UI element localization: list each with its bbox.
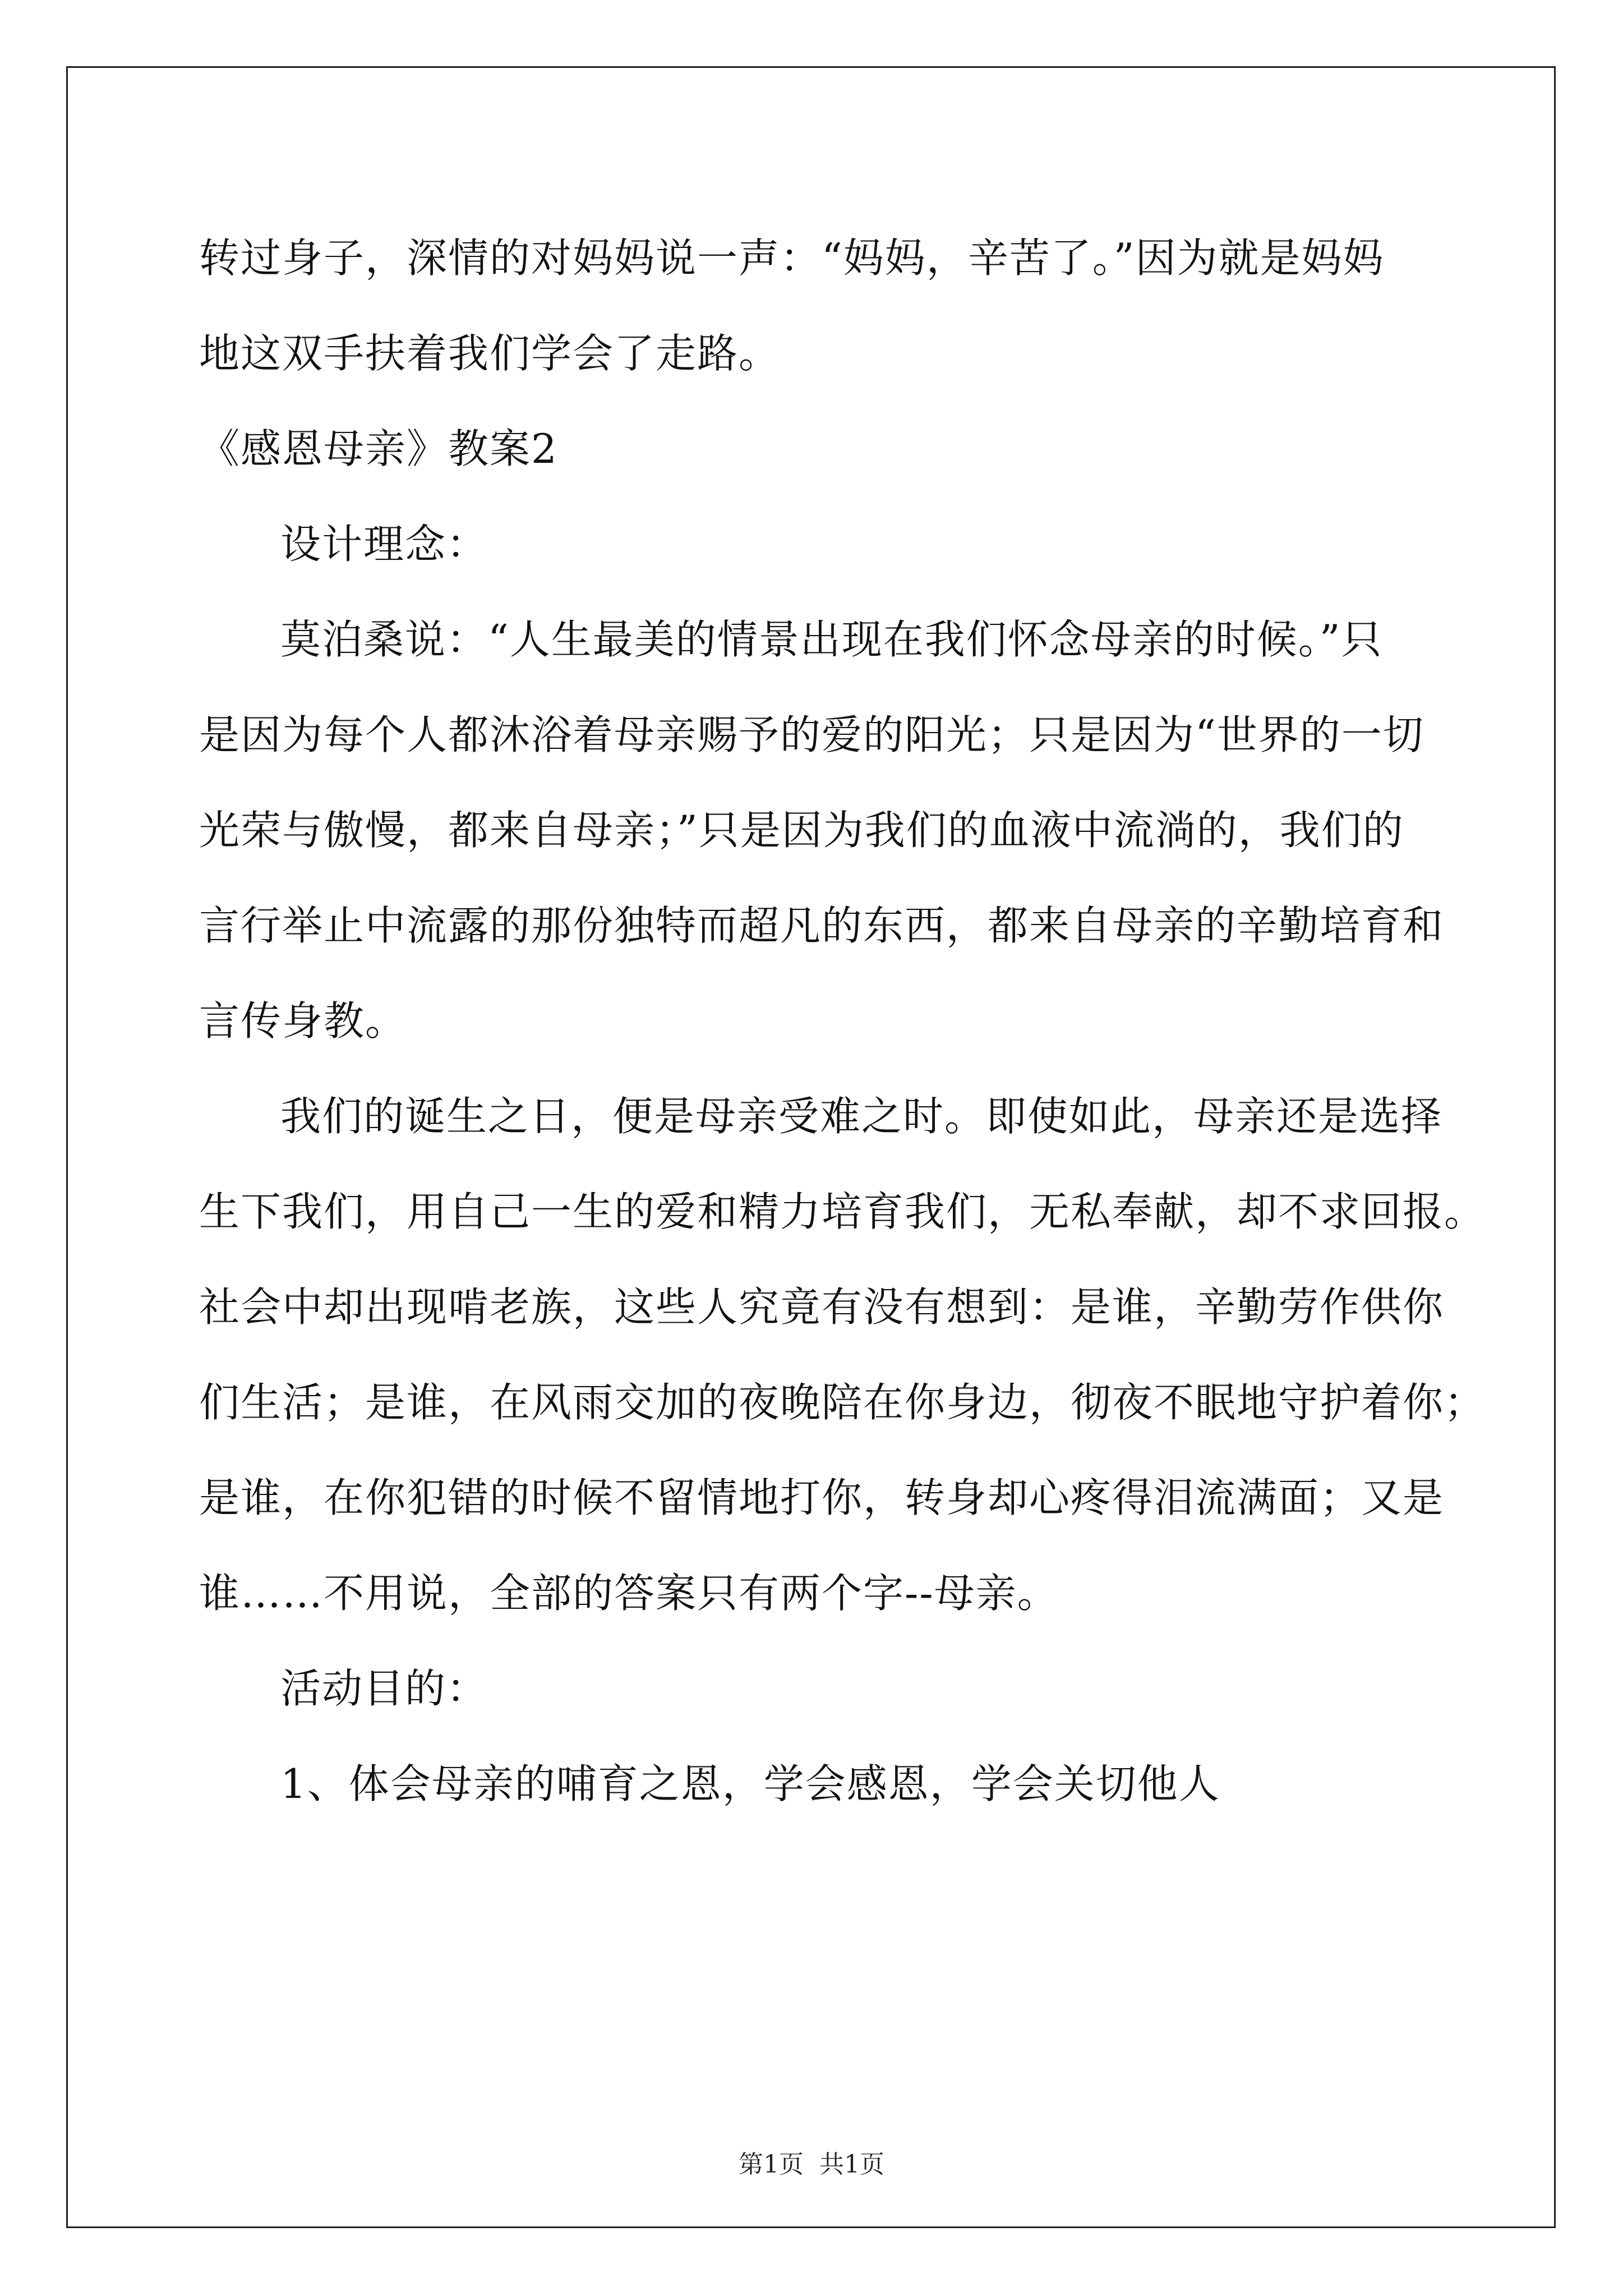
text-line: 是谁，在你犯错的时候不留情地打你，转身却心疼得泪流满面；又是: [199, 1474, 1445, 1521]
text-line: 莫泊桑说：“人生最美的情景出现在我们怀念母亲的时候。”只: [280, 616, 1383, 663]
text-line: 光荣与傲慢，都来自母亲；”只是因为我们的血液中流淌的，我们的: [199, 807, 1404, 854]
list-item: 1、体会母亲的哺育之恩，学会感恩，学会关切他人: [280, 1760, 1220, 1807]
text-line: 言行举止中流露的那份独特而超凡的东西，都来自母亲的辛勤培育和: [199, 902, 1445, 949]
text-line: 我们的诞生之日，便是母亲受难之时。即使如此，母亲还是选择: [280, 1093, 1443, 1140]
subheading-design-concept: 设计理念：: [280, 521, 488, 568]
text-line: 是因为每个人都沐浴着母亲赐予的爱的阳光；只是因为“世界的一切: [199, 711, 1424, 758]
text-line: 社会中却出现啃老族，这些人究竟有没有想到：是谁，辛勤劳作供你: [199, 1283, 1445, 1331]
section-title: 《感恩母亲》教案2: [199, 425, 558, 472]
text-line: 言传身教。: [199, 997, 407, 1045]
text-line: 们生活；是谁，在风雨交加的夜晚陪在你身边，彻夜不眠地守护着你；: [199, 1379, 1486, 1426]
document-body: [199, 210, 1486, 1832]
page-number: 第1页: [739, 2150, 804, 2179]
page-total: 共1页: [819, 2150, 884, 2179]
text-line: 谁……不用说，全部的答案只有两个字--母亲。: [199, 1570, 1059, 1617]
page-footer: [0, 2144, 1623, 2180]
text-line: 地这双手扶着我们学会了走路。: [199, 330, 781, 377]
text-line: 转过身子，深情的对妈妈说一声：“妈妈，辛苦了。”因为就是妈妈: [199, 234, 1385, 282]
text-line: 生下我们，用自己一生的爱和精力培育我们，无私奉献，却不求回报。: [199, 1188, 1486, 1235]
subheading-activity-goal: 活动目的：: [280, 1665, 488, 1712]
